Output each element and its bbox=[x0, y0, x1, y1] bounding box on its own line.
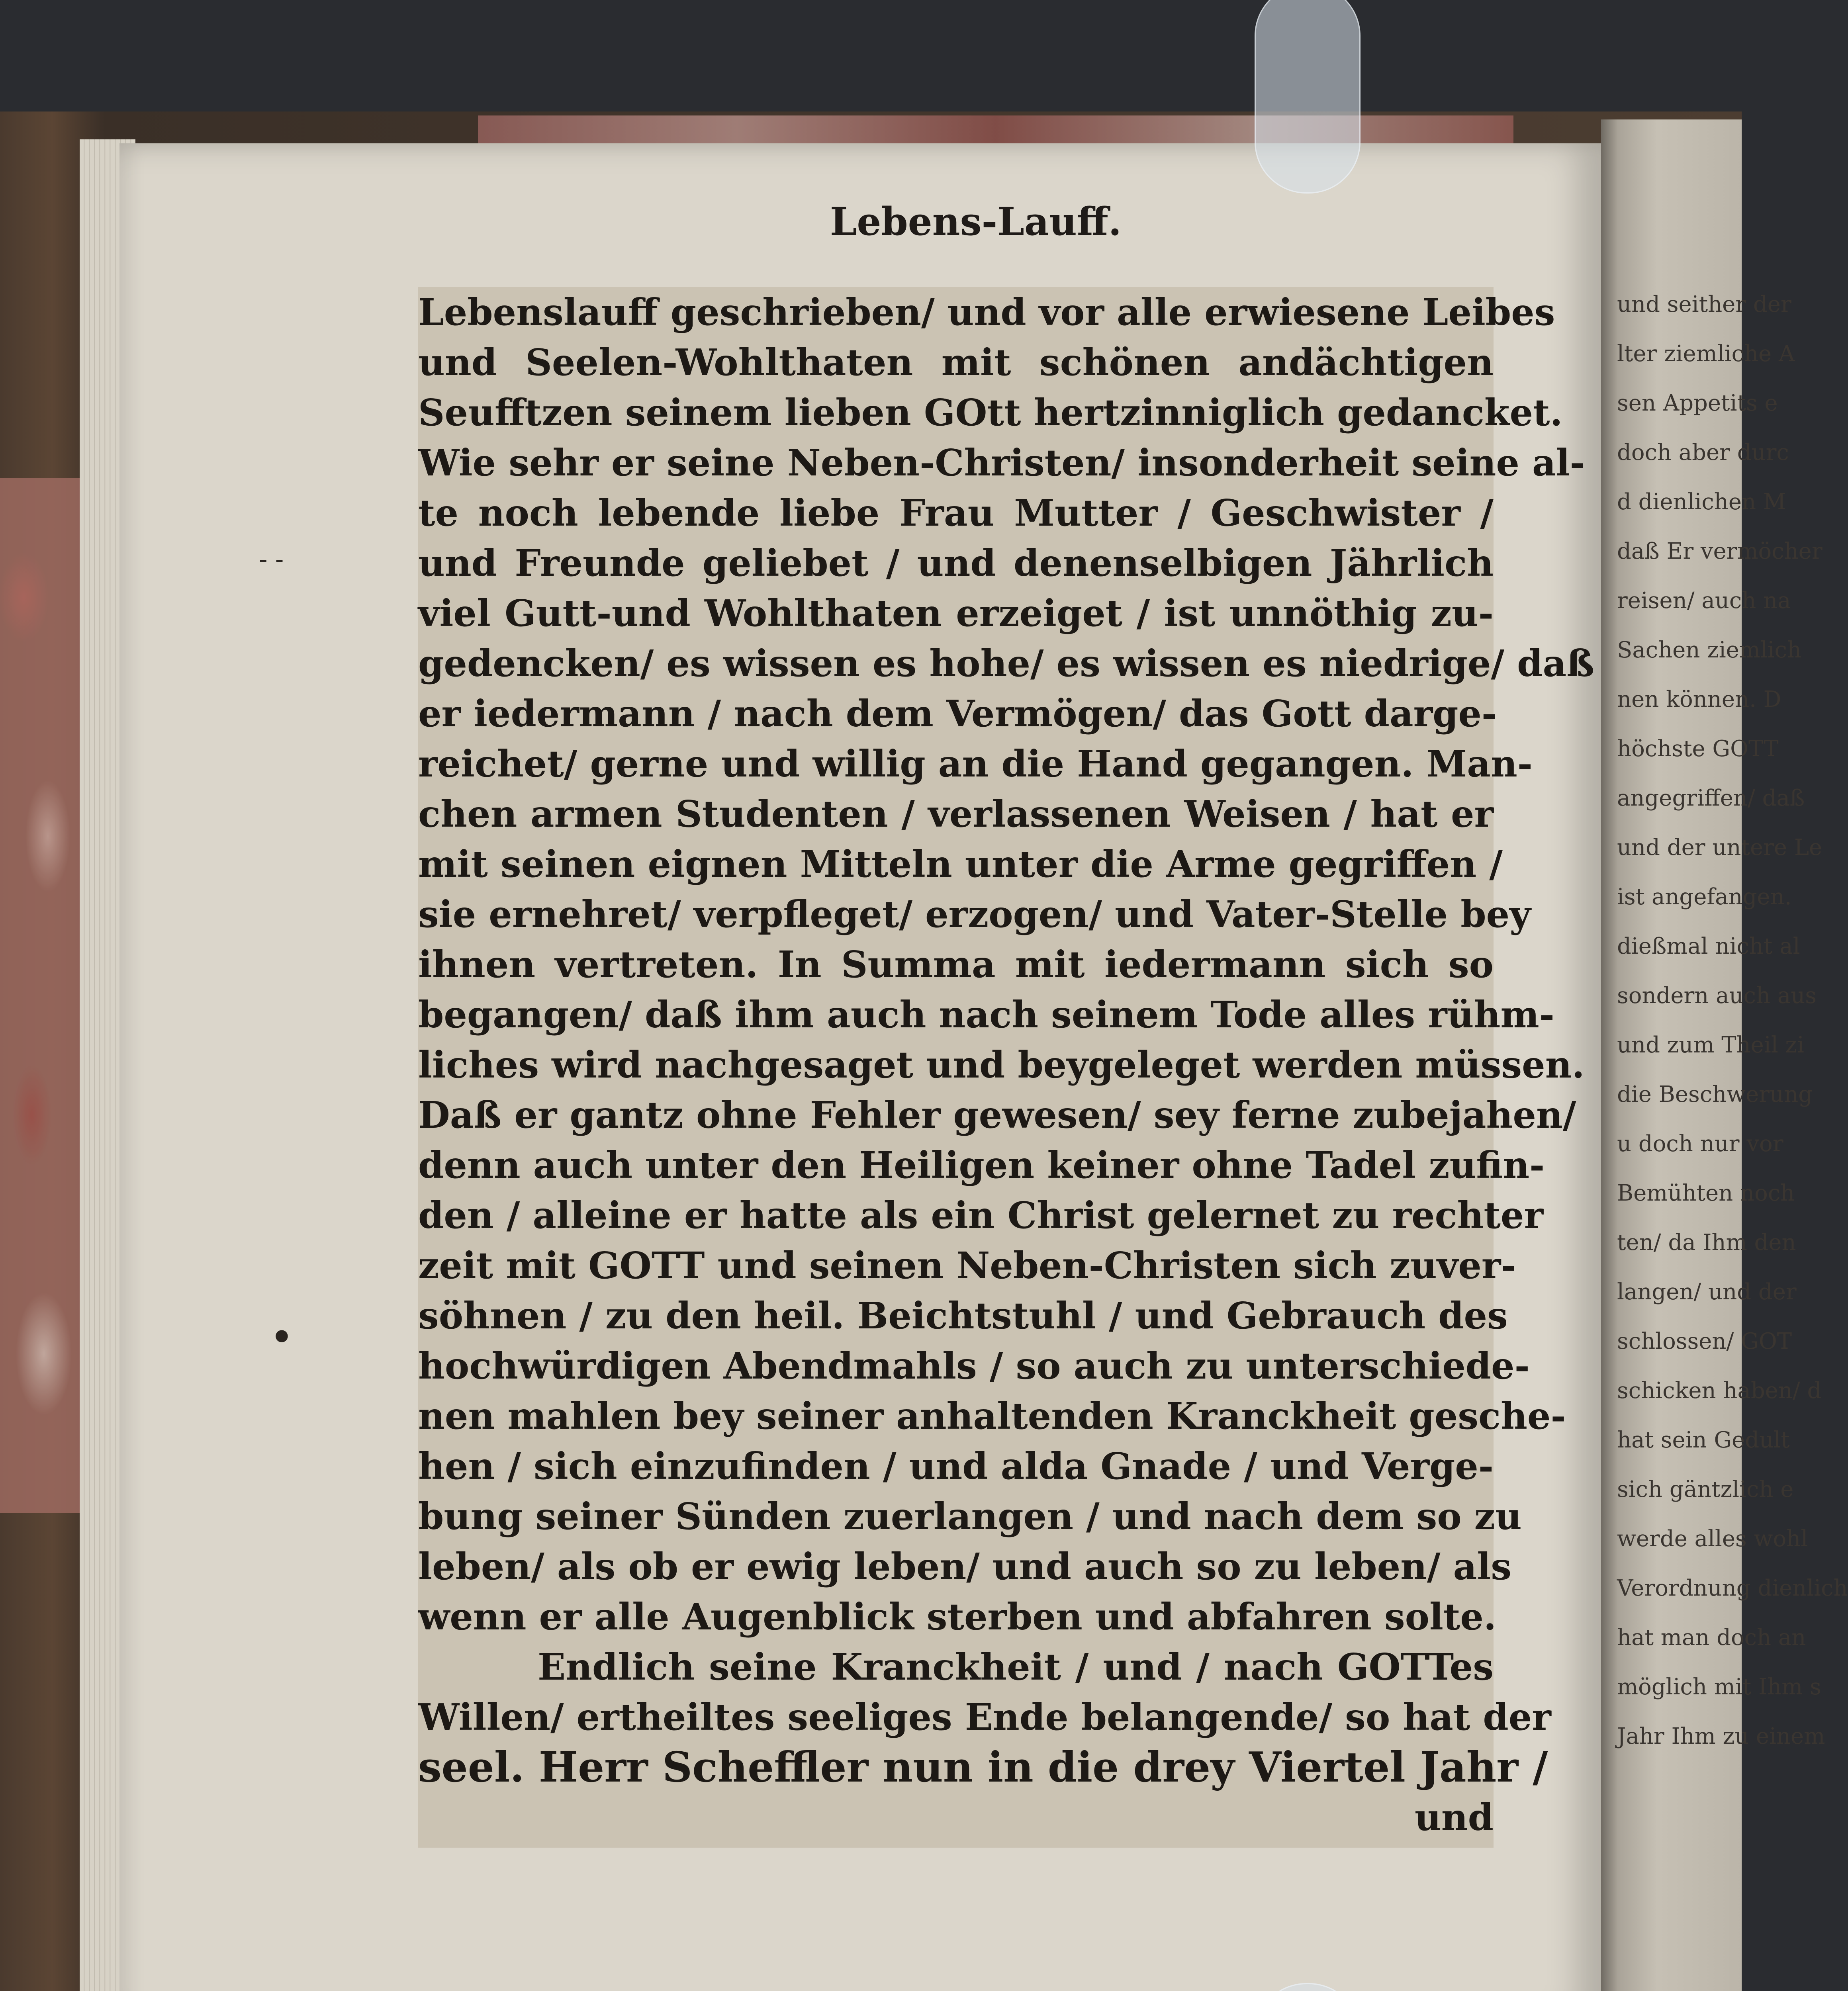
text-line: Lebenslauff geschrieben/ und vor alle erwiesene Leibes bbox=[418, 291, 1555, 334]
facing-page-line: sondern auch aus bbox=[1617, 983, 1817, 1009]
text-line: und Seelen-Wohlthaten mit schönen andächtigen bbox=[418, 341, 1494, 384]
margin-dot: ● bbox=[275, 1326, 289, 1344]
text-line: er iedermann / nach dem Vermögen/ das Gott darge- bbox=[418, 692, 1497, 735]
facing-page-line: ist angefangen. bbox=[1617, 884, 1792, 910]
text-line: begangen/ daß ihm auch nach seinem Tode alles rühm- bbox=[418, 993, 1554, 1036]
text-line: hen / sich einzufinden / und alda Gnade / und Verge- bbox=[418, 1445, 1494, 1488]
plastic-clip-top bbox=[1255, 0, 1361, 194]
facing-page-line: und der untere Le bbox=[1617, 835, 1823, 861]
text-line: Wie sehr er seine Neben-Christen/ insonderheit seine al- bbox=[418, 441, 1585, 484]
text-line: liches wird nachgesaget und beygeleget werden müssen. bbox=[418, 1043, 1585, 1086]
text-line: denn auch unter den Heiligen keiner ohne Tadel zufin- bbox=[418, 1144, 1545, 1187]
facing-page-line: langen/ und der bbox=[1617, 1279, 1797, 1305]
text-line: Willen/ ertheiltes seeliges Ende belangende/ so hat der bbox=[418, 1696, 1551, 1739]
text-line: söhnen / zu den heil. Beichtstuhl / und Gebrauch des bbox=[418, 1294, 1508, 1337]
text-line: und bbox=[1414, 1796, 1494, 1839]
text-line: hochwürdigen Abendmahls / so auch zu unterschiede- bbox=[418, 1344, 1530, 1387]
running-head: Lebens-Lauff. bbox=[830, 199, 1122, 244]
text-line: zeit mit GOTT und seinen Neben-Christen sich zuver- bbox=[418, 1244, 1516, 1287]
facing-page-line: reisen/ auch na bbox=[1617, 588, 1791, 614]
facing-page-line: sen Appetits e bbox=[1617, 390, 1778, 416]
facing-page-line: und seither der bbox=[1617, 291, 1791, 317]
text-block bbox=[418, 287, 1594, 1848]
facing-page-line: hat sein Gedult bbox=[1617, 1427, 1790, 1453]
facing-page-line: höchste GOTT bbox=[1617, 736, 1779, 762]
facing-page-line: lter ziemliche A bbox=[1617, 341, 1795, 367]
text-line: gedencken/ es wissen es hohe/ es wissen es niedrige/ daß bbox=[418, 642, 1594, 685]
facing-page-line: die Beschwerung bbox=[1617, 1082, 1813, 1107]
facing-page-line: schicken haben/ d bbox=[1617, 1378, 1822, 1404]
text-line: chen armen Studenten / verlassenen Weisen / hat er bbox=[418, 792, 1494, 835]
text-line: nen mahlen bey seiner anhaltenden Kranckheit gesche- bbox=[418, 1394, 1566, 1438]
facing-page-line: Bemühten noch bbox=[1617, 1180, 1795, 1206]
margin-mark: - - bbox=[259, 546, 284, 573]
facing-page-line: Verordnung dienlich bbox=[1617, 1575, 1848, 1601]
text-line: Seufftzen seinem lieben GOtt hertzinniglich gedancket. bbox=[418, 391, 1563, 434]
text-line: den / alleine er hatte als ein Christ gelernet zu rechter bbox=[418, 1194, 1543, 1237]
facing-page-line: Sachen ziemlich bbox=[1617, 637, 1802, 663]
facing-page-line: angegriffen/ daß bbox=[1617, 785, 1805, 811]
facing-page-line: dießmal nicht al bbox=[1617, 933, 1800, 959]
facing-page-line: schlossen/ GOT bbox=[1617, 1328, 1792, 1354]
facing-page-line: daß Er vermöcher bbox=[1617, 538, 1823, 564]
facing-page-line: ten/ da Ihm den bbox=[1617, 1230, 1796, 1256]
text-line: Daß er gantz ohne Fehler gewesen/ sey ferne zubejahen/ bbox=[418, 1093, 1576, 1136]
text-line: mit seinen eignen Mitteln unter die Arme gegriffen / bbox=[418, 843, 1503, 886]
text-line: viel Gutt-und Wohlthaten erzeiget / ist unnöthig zu- bbox=[418, 592, 1494, 635]
facing-page-line: hat man doch an bbox=[1617, 1625, 1806, 1651]
text-line: reichet/ gerne und willig an die Hand gegangen. Man- bbox=[418, 742, 1533, 785]
text-line: sie ernehret/ verpfleget/ erzogen/ und Vater-Stelle bey bbox=[418, 893, 1531, 936]
facing-page-line: werde alles wohl bbox=[1617, 1526, 1808, 1552]
facing-page-line: d dienlichen M bbox=[1617, 489, 1786, 515]
text-line: seel. Herr Scheffler nun in die drey Viertel Jahr / bbox=[418, 1743, 1548, 1792]
text-line: ihnen vertreten. In Summa mit iedermann sich so bbox=[418, 943, 1494, 986]
text-line: wenn er alle Augenblick sterben und abfahren solte. bbox=[418, 1595, 1496, 1638]
facing-page bbox=[1601, 119, 1848, 1991]
marbled-endpaper-left bbox=[0, 478, 84, 1513]
text-line: leben/ als ob er ewig leben/ und auch so zu leben/ als bbox=[418, 1545, 1512, 1588]
text-line: te noch lebende liebe Frau Mutter / Geschwister / bbox=[418, 491, 1494, 534]
text-line: bung seiner Sünden zuerlangen / und nach dem so zu bbox=[418, 1495, 1522, 1538]
facing-page-line: doch aber durc bbox=[1617, 440, 1789, 465]
text-line: Endlich seine Kranckheit / und / nach GOTTes bbox=[538, 1645, 1494, 1688]
facing-page-line: nen können. D bbox=[1617, 686, 1781, 712]
facing-page-line: u doch nur vor bbox=[1617, 1131, 1783, 1157]
facing-page-line: Jahr Ihm zu einem bbox=[1617, 1723, 1825, 1749]
facing-page-line: möglich mit Ihm s bbox=[1617, 1674, 1821, 1700]
facing-page-line: und zum Theil zi bbox=[1617, 1032, 1804, 1058]
text-line: und Freunde geliebet / und denenselbigen Jährlich bbox=[418, 542, 1494, 585]
facing-page-line: sich gäntzlich e bbox=[1617, 1477, 1794, 1502]
